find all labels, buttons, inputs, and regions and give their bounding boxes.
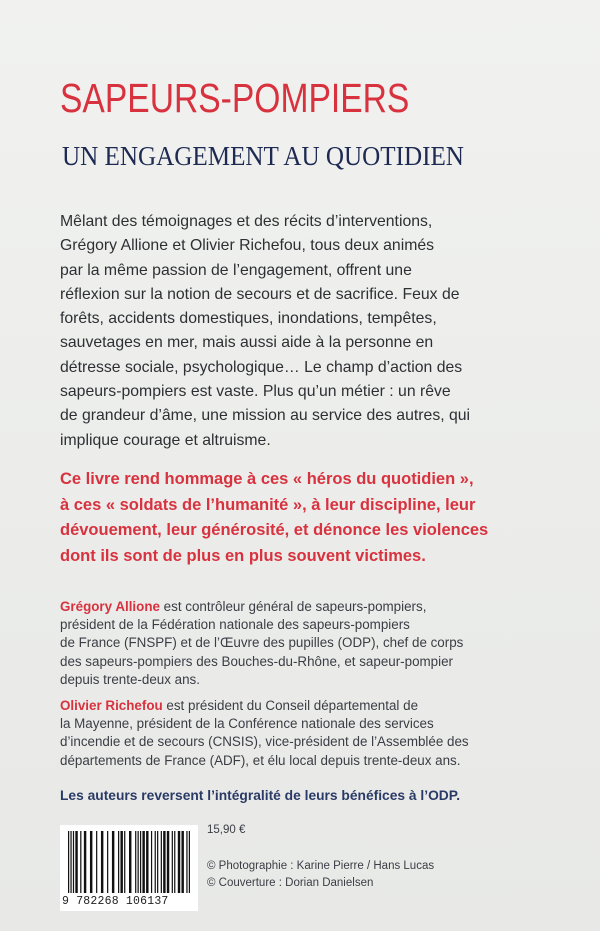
- tribute-paragraph: [60, 467, 550, 569]
- barcode-bar: [135, 831, 136, 893]
- photo-credit: © Photographie : Karine Pierre / Hans Lucas: [207, 860, 435, 872]
- isbn-number: 9 782268 106137: [62, 895, 169, 908]
- intro-line: Grégory Allione et Olivier Richefou, tous deux animés: [60, 237, 435, 255]
- book-subtitle: UN ENGAGEMENT AU QUOTIDIEN: [62, 141, 464, 171]
- bio-line: la Mayenne, président de la Conférence nationale des services: [60, 716, 434, 732]
- barcode-bar: [101, 831, 103, 893]
- barcode-bar: [161, 831, 162, 893]
- book-title: SAPEURS-POMPIERS: [60, 75, 410, 121]
- barcode-bar: [151, 831, 152, 893]
- barcode-bar: [73, 831, 74, 893]
- isbn-barcode: [60, 825, 198, 911]
- barcode-bar: [178, 831, 180, 893]
- bio-text: est contrôleur général de sapeurs-pompiers,: [159, 599, 427, 614]
- barcode-bar: [75, 831, 77, 893]
- barcode-bar: [174, 831, 175, 893]
- barcode-bar: [112, 831, 114, 893]
- bio-line: départements de France (ADF), et élu local depuis trente-deux ans.: [60, 752, 461, 768]
- barcode-bar: [163, 831, 165, 893]
- bio-line: d’incendie et de secours (CNSIS), vice-président de l’Assemblée des: [60, 734, 469, 750]
- intro-line: détresse sociale, psychologique… Le champ d’action des: [60, 358, 463, 376]
- barcode-bar: [90, 831, 92, 893]
- bio-line: des sapeurs-pompiers des Bouches-du-Rhône, et sapeur-pompier: [60, 653, 454, 669]
- barcode-bar: [172, 831, 173, 893]
- barcode-bar: [146, 831, 148, 893]
- bio-line: depuis trente-deux ans.: [60, 671, 200, 687]
- barcode-bar: [157, 831, 158, 893]
- intro-paragraph: [60, 210, 545, 453]
- barcode-bar: [84, 831, 86, 893]
- intro-line: Mêlant des témoignages et des récits d’interventions,: [60, 213, 433, 230]
- cover-credit: © Couverture : Dorian Danielsen: [207, 877, 374, 889]
- barcode-bar: [186, 831, 187, 893]
- intro-line: par la même passion de l’engagement, offrent une: [60, 261, 412, 279]
- author-name: Olivier Richefou: [60, 698, 163, 713]
- author-name: Grégory Allione: [60, 599, 160, 614]
- intro-line: réflexion sur la notion de secours et de sacrifice. Feux de: [60, 285, 460, 303]
- tribute-line: dévouement, leur générosité, et dénonce les violences: [60, 521, 489, 539]
- barcode-bar: [68, 831, 69, 893]
- tribute-line: à ces « soldats de l’humanité », à leur discipline, leur: [60, 495, 476, 514]
- barcode-bar: [80, 831, 81, 893]
- bio-line: de France (FNSPF) et de l’Œuvre des pupilles (ODP), chef de corps: [60, 635, 464, 651]
- barcode-bar: [138, 831, 139, 893]
- barcode-bar: [120, 831, 122, 893]
- intro-line: sauvetages en mer, mais aussi aide à la personne en: [60, 334, 434, 352]
- bio-first-line: [60, 598, 550, 616]
- tribute-line: dont ils sont de plus en plus souvent victimes.: [60, 546, 426, 565]
- intro-line: de grandeur d’âme, une mission au service des autres, qui: [60, 407, 471, 425]
- barcode-bar: [181, 831, 183, 893]
- barcode-bar: [189, 831, 190, 893]
- barcode-bar: [142, 831, 144, 893]
- barcode-bar: [140, 831, 141, 893]
- barcode-bar: [167, 831, 169, 893]
- barcode-bar: [107, 831, 108, 893]
- bio-line: président de la Fédération nationale des sapeurs-pompiers: [60, 617, 410, 633]
- price: 15,90 €: [207, 824, 246, 836]
- bio-text: est président du Conseil départemental de: [162, 698, 419, 713]
- credits: [207, 858, 434, 892]
- barcode-bar: [155, 831, 156, 893]
- barcode-bars: [68, 831, 190, 895]
- donation-note: Les auteurs reversent l’intégralité de leurs bénéfices à l’ODP.: [60, 788, 461, 803]
- intro-line: sapeurs-pompiers est vaste. Plus qu’un métier : un rêve: [60, 383, 451, 401]
- author-bio-allione: [60, 598, 550, 689]
- barcode-bar: [96, 831, 97, 893]
- bio-first-line: [60, 697, 550, 715]
- author-bio-richefou: [60, 697, 550, 770]
- barcode-bar: [124, 831, 125, 893]
- barcode-bar: [70, 831, 71, 893]
- intro-line: forêts, accidents domestiques, inondations, tempêtes,: [60, 310, 437, 328]
- tribute-line: Ce livre rend hommage à ces « héros du quotidien »,: [60, 470, 474, 488]
- barcode-bar: [118, 831, 119, 893]
- intro-line: implique courage et altruisme.: [60, 431, 271, 449]
- barcode-bar: [129, 831, 131, 893]
